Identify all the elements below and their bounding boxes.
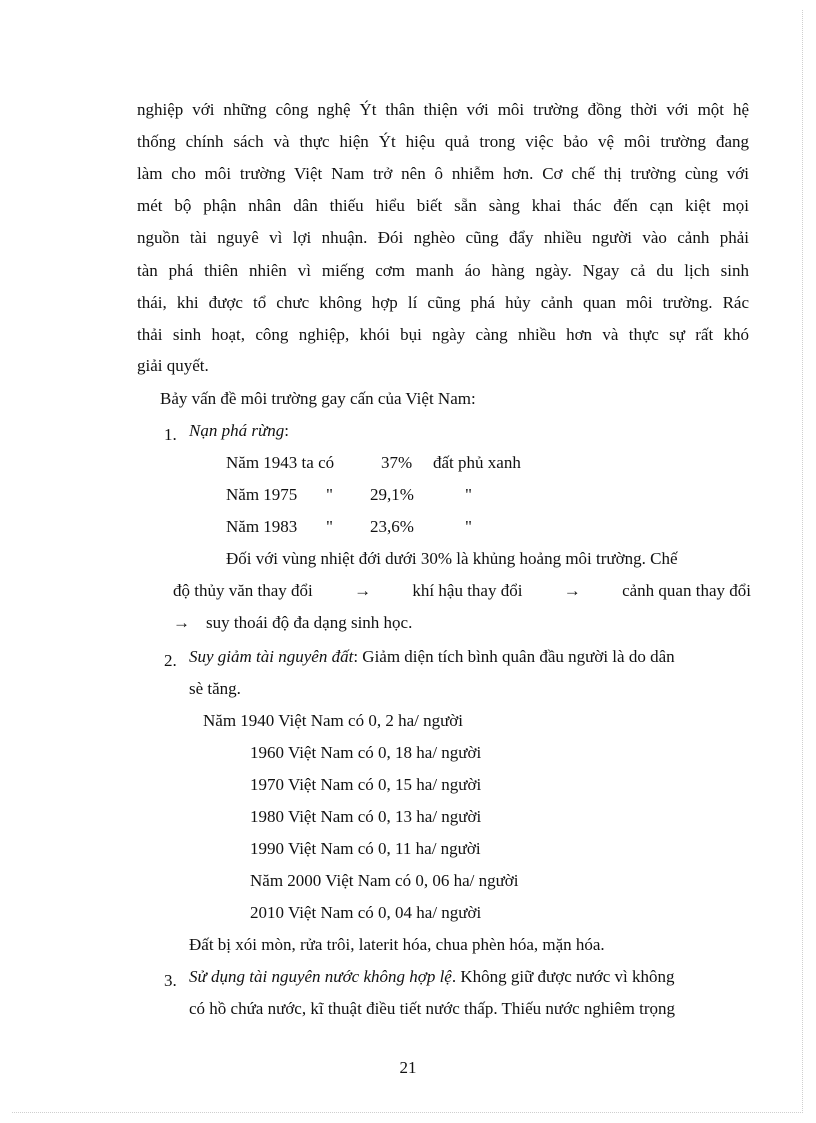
forest-note: đất phủ xanh <box>433 453 521 472</box>
item-number: 2. <box>164 651 177 670</box>
forest-year: Năm 1943 ta có <box>226 453 335 472</box>
land-row: 1980 Việt Nam có 0, 13 ha/ người <box>250 807 482 826</box>
text-line: tàn phá thiên nhiên vì miếng cơm manh áo hàng ngày. Ngay cả du lịch sinh <box>137 261 749 280</box>
text-line: thống chính sách và thực hiện Ýt hiệu quả trong việc bảo vệ môi trường đang <box>137 132 749 151</box>
forest-percent: 29,1% <box>370 485 414 504</box>
item-number: 1. <box>164 425 177 444</box>
text-line: sè tăng. <box>189 679 241 698</box>
land-row: 2010 Việt Nam có 0, 04 ha/ người <box>250 903 482 922</box>
item-colon: : <box>284 421 289 440</box>
text-line: giải quyết. <box>137 356 209 375</box>
item-title: Nạn phá rừng <box>189 421 285 440</box>
text-fragment: suy thoái độ đa dạng sinh học. <box>206 613 413 632</box>
text-line <box>173 581 751 601</box>
item-text: . Không giữ được nước vì không <box>451 967 675 986</box>
item-heading <box>189 647 675 667</box>
land-row: 1990 Việt Nam có 0, 11 ha/ người <box>250 839 481 858</box>
text-fragment: khí hậu thay đổi <box>412 581 523 600</box>
text-line: Đối với vùng nhiệt đới dưới 30% là khủng hoảng môi trường. Chế <box>226 549 678 568</box>
text-line <box>173 613 412 633</box>
arrow-icon: → <box>173 613 190 632</box>
item-number: 3. <box>164 971 177 990</box>
text-line: có hồ chứa nước, kĩ thuật điều tiết nước thấp. Thiếu nước nghiêm trọng <box>189 999 676 1018</box>
text-line: mét bộ phận nhân dân thiếu hiểu biết sẵn sàng khai thác đến cạn kiệt mọi <box>137 196 749 215</box>
arrow-icon: → <box>563 581 581 600</box>
ditto-mark: " <box>465 485 472 504</box>
item-heading <box>189 421 289 441</box>
land-row: Năm 1940 Việt Nam có 0, 2 ha/ người <box>203 711 464 730</box>
item-title: Suy giảm tài nguyên đất <box>189 647 354 666</box>
land-row: 1960 Việt Nam có 0, 18 ha/ người <box>250 743 482 762</box>
text-line: Đất bị xói mòn, rửa trôi, laterit hóa, chua phèn hóa, mặn hóa. <box>189 935 605 954</box>
section-intro: Bảy vấn đề môi trường gay cấn của Việt Nam: <box>160 389 476 408</box>
forest-year: Năm 1983 <box>226 517 298 536</box>
forest-year: Năm 1975 <box>226 485 298 504</box>
land-row: Năm 2000 Việt Nam có 0, 06 ha/ người <box>250 871 519 890</box>
text-line: nguồn tài nguyê vì lợi nhuận. Đói nghèo cũng đẩy nhiều người vào cảnh phải <box>137 228 749 247</box>
item-title: Sử dụng tài nguyên nước không hợp lệ <box>189 967 452 986</box>
item-heading <box>189 967 675 987</box>
page-number: 21 <box>399 1058 417 1077</box>
text-line: thải sinh hoạt, công nghiệp, khói bụi ngày càng nhiều hơn và thực sự rất khó <box>137 325 749 344</box>
text-fragment: độ thủy văn thay đổi <box>173 581 313 600</box>
text-fragment: cảnh quan thay đổi <box>622 581 751 600</box>
text-line: nghiệp với những công nghệ Ýt thân thiện với môi trường đồng thời với một hệ <box>137 100 749 119</box>
text-line: thái, khi được tổ chưc không hợp lí cũng phá hủy cảnh quan môi trường. Rác <box>137 293 749 312</box>
forest-percent: 23,6% <box>370 517 414 536</box>
ditto-mark: " <box>465 517 472 536</box>
ditto-mark: " <box>326 517 333 536</box>
text-line: làm cho môi trường Việt Nam trở nên ô nhiễm hơn. Cơ chế thị trường cùng với <box>137 164 749 183</box>
land-row: 1970 Việt Nam có 0, 15 ha/ người <box>250 775 482 794</box>
forest-percent: 37% <box>381 453 413 472</box>
item-text: : Giảm diện tích bình quân đầu người là do dân <box>353 647 675 666</box>
arrow-icon: → <box>354 581 372 600</box>
ditto-mark: " <box>326 485 333 504</box>
